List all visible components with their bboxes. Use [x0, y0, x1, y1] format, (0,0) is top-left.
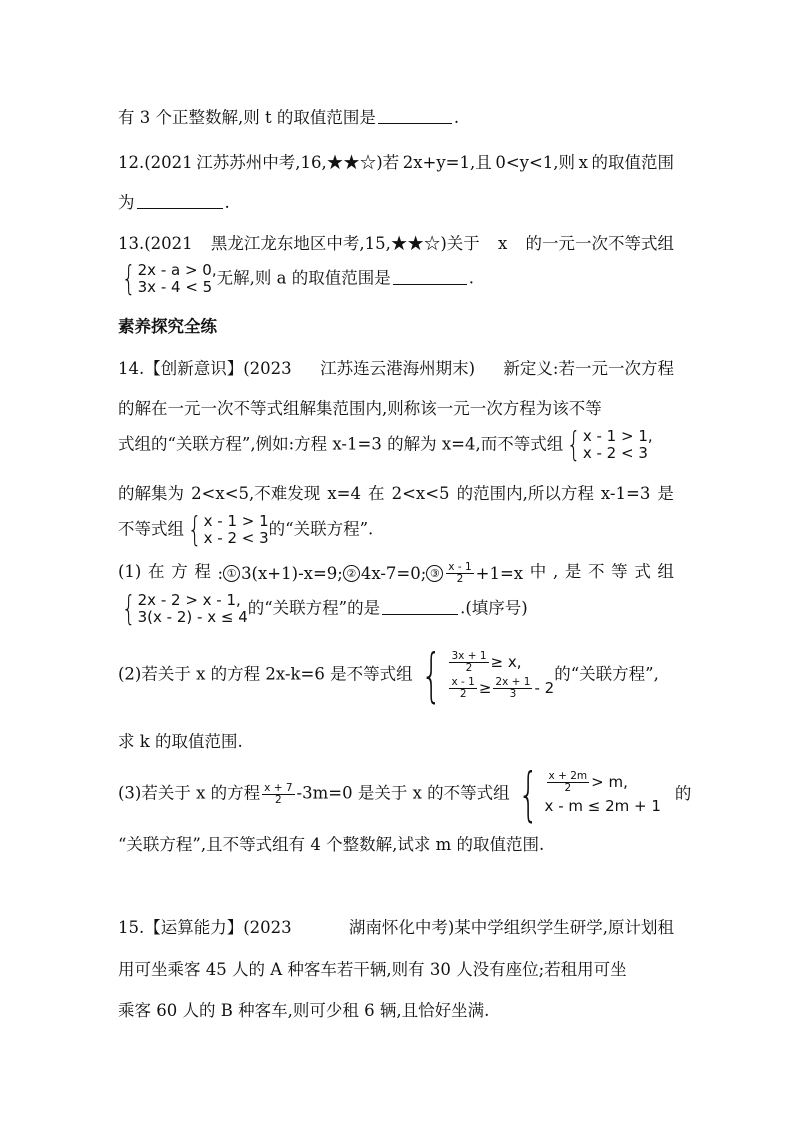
q14-line1: 14.【创新意识】(2023 江苏连云港海州期末) 新定义:若一元一次方程 — [118, 359, 674, 378]
section-title: 素养探究全练 — [118, 317, 217, 336]
q14-part1-line2: { 2x - 2 > x - 1, 3(x - 2) - x ≤ 4 的“关联方程”的是 .(填序号) — [118, 592, 528, 626]
q14-part2-line1: (2)若关于 x 的方程 2x-k=6 是不等式组 { $\frac{3x + 1}{2}$ ≥ x, $\frac{x - 1}{2}$ ≥ $\frac{2x + 1}{3}$ - 2 的“关联方程”, — [118, 641, 659, 709]
q14-part3-system: { $\frac{x + 2m}{2}$ > m, x - m ≤ 2m + 1 — [517, 760, 661, 828]
left-brace: { — [517, 760, 539, 828]
q11-tail: 有 3 个正整数解,则 t 的取值范围是 . — [118, 108, 460, 127]
circled-number: ① — [223, 565, 240, 582]
q13-line1: 13.(2021 黑龙江龙东地区中考,15,★★☆)关于 x 的一元一次不等式组 — [118, 234, 674, 253]
q14-definition-system: { x - 1 > 1 x - 2 < 3 — [187, 510, 269, 550]
q14-part2-line2: 求 k 的取值范围. — [118, 732, 243, 751]
q12-line2: 为 . — [118, 193, 230, 212]
q14-example-system: { x - 1 > 1, x - 2 < 3 — [566, 425, 653, 465]
fraction: $\frac{3x + 1}{2}$ — [451, 649, 487, 674]
fraction: $\frac{x - 1}{2}$ — [448, 561, 472, 585]
q15-line2: 用可坐乘客 45 人的 A 种客车若干辆,则有 30 人没有座位;若租用可坐 — [118, 960, 627, 979]
left-brace: { — [121, 589, 136, 629]
q14-line3: 式组的“关联方程”,例如:方程 x-1=3 的解为 x=4,而不等式组 { x - 1 > 1, x - 2 < 3 — [118, 425, 653, 465]
q14-line4: 的解集为 2<x<5,不难发现 x=4 在 2<x<5 的范围内,所以方程 x-1=3 是 — [118, 484, 674, 503]
q14-part3-line2: “关联方程”,且不等式组有 4 个整数解,试求 m 的取值范围. — [118, 835, 545, 854]
q14-part1-system: { 2x - 2 > x - 1, 3(x - 2) - x ≤ 4 — [121, 589, 248, 629]
circled-number: ③ — [426, 565, 443, 582]
answer-blank — [378, 108, 452, 124]
fraction: $\frac{2x + 1}{3}$ — [495, 675, 531, 700]
q15-line3: 乘客 60 人的 B 种客车,则可少租 6 辆,且恰好坐满. — [118, 1001, 490, 1020]
answer-blank — [137, 193, 223, 209]
q14-part3-line1: (3)若关于 x 的方程 $\frac{x + 7}{2}$ -3m=0 是关于 x 的不等式组 { $\frac{x + 2m}{2}$ > m, x - m ≤ 2m + 1 的 — [118, 760, 692, 828]
q14-part2-system: { $\frac{3x + 1}{2}$ ≥ x, $\frac{x - 1}{2}$ ≥ $\frac{2x + 1}{3}$ - 2 — [420, 641, 555, 709]
left-brace: { — [121, 259, 136, 299]
fraction: $\frac{x + 2m}{2}$ — [548, 769, 588, 794]
answer-blank — [382, 599, 458, 615]
fraction: $\frac{x + 7}{2}$ — [264, 781, 293, 806]
left-brace: { — [566, 425, 582, 465]
q13-inequality-system: { 2x - a > 0, 3x - 4 < 5 — [121, 259, 217, 299]
q15-line1: 15.【运算能力】(2023 湖南怀化中考)某中学组织学生研学,原计划租 — [118, 918, 674, 937]
q12-line1: 12.(2021 江苏苏州中考,16,★★☆)若 2x+y=1,且 0<y<1,则 x 的取值范围 — [118, 153, 674, 172]
left-brace: { — [187, 510, 202, 550]
answer-blank — [393, 269, 467, 285]
q14-part1-line1: (1) 在 方 程 : ① 3(x+1)-x=9; ② 4x-7=0; ③ $\frac{x - 1}{2}$ +1=x 中 , 是 不 等 式 组 — [118, 561, 674, 585]
circled-number: ② — [343, 565, 360, 582]
q14-line2: 的解在一元一次不等式组解集范围内,则称该一元一次方程为该不等 — [118, 399, 602, 418]
q14-line5: 不等式组 { x - 1 > 1 x - 2 < 3 的“关联方程”. — [118, 510, 374, 550]
q13-line2: { 2x - a > 0, 3x - 4 < 5 无解,则 a 的取值范围是 . — [118, 262, 474, 296]
fraction: $\frac{x - 1}{2}$ — [451, 675, 475, 700]
left-brace: { — [420, 641, 442, 709]
